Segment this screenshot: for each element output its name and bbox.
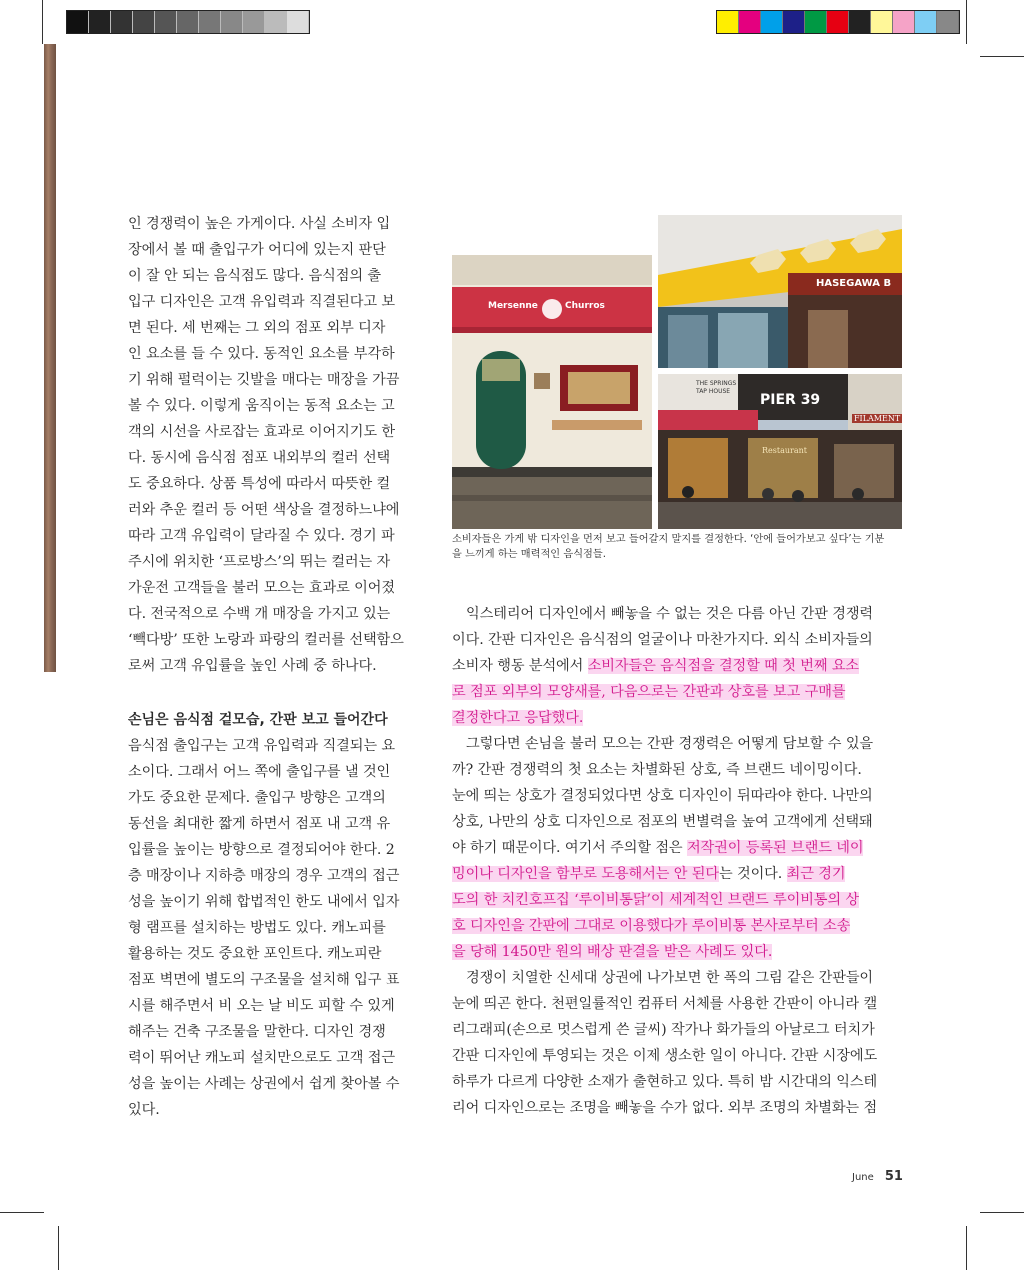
body-line: 형 램프를 설치하는 방법도 있다. 캐노피를 [128,920,386,936]
highlighted-text: 호 디자인을 간판에 그대로 이용했다가 루이비통 본사로부터 소송 [452,918,851,934]
body-line: 이다. 간판 디자인은 음식점의 얼굴이나 마찬가지다. 외식 소비자들의 [452,632,873,648]
body-line: 눈에 띄곤 한다. 천편일률적인 컴퓨터 서체를 사용한 간판이 아니라 캘 [452,996,878,1012]
body-line: 가운전 고객들을 불러 모으는 효과로 이어졌 [128,580,395,596]
body-line: 있다. [128,1102,160,1118]
body-line: 장에서 볼 때 출입구가 어디에 있는지 판단 [128,242,386,258]
sign-word: Churros [565,301,605,311]
body-line: 면 된다. 세 번째는 그 외의 점포 외부 디자 [128,320,386,336]
body-line: 해주는 건축 구조물을 말한다. 디자인 경쟁 [128,1024,386,1040]
crop-mark [0,1212,44,1213]
filament-sign: FILAMENT [854,414,901,423]
body-line: 상호, 나만의 상호 디자인으로 점포의 변별력을 높여 고객에게 선택돼 [452,814,873,830]
body-line: 가도 중요한 문제다. 출입구 방향은 고객의 [128,790,386,806]
body-line [452,601,902,627]
body-line: 따라 고객 유입력이 달라질 수 있다. 경기 파 [128,528,395,544]
hasegawa-sign: HASEGAWA B [816,278,892,289]
photo-caption [452,532,884,562]
body-line: 이 잘 안 되는 음식점도 많다. 음식점의 출 [128,268,381,284]
text-run: 익스테리어 디자인에서 빼놓을 수 없는 것은 다름 아닌 간판 경쟁력 [466,606,874,622]
folio-month: June [852,1172,874,1183]
body-line [452,705,902,731]
crop-mark [966,0,967,44]
body-line: 간판 디자인에 투영되는 것은 이제 생소한 일이 아니다. 간판 시장에도 [452,1048,878,1064]
body-line [452,965,902,991]
body-line: 하루가 다르게 다양한 소재가 출현하고 있다. 특히 밤 시간대의 익스테 [452,1074,878,1090]
grayscale-calibration-bar [66,10,310,34]
body-line: 음식점 출입구는 고객 유입력과 직결되는 요 [128,738,395,754]
restaurant-sign: Restaurant [762,446,807,455]
body-line [452,939,902,965]
body-line: 주시에 위치한 ‘프로방스’의 뛰는 컬러는 자 [128,554,391,570]
pier39-sign: PIER 39 [760,392,821,408]
highlighted-text: 소비자들은 음식점을 결정할 때 첫 번째 요소 [587,658,860,674]
body-line: 시를 해주면서 비 오는 날 비도 피할 수 있게 [128,998,395,1014]
body-line: 점포 벽면에 별도의 구조물을 설치해 입구 표 [128,972,400,988]
text-run: 는 것이다. [718,866,787,882]
churros-sign [488,301,618,311]
body-line: 기 위해 펄럭이는 깃발을 매다는 매장을 가끔 [128,372,400,388]
body-line [452,887,902,913]
body-line: 소이다. 그래서 어느 쪽에 출입구를 낼 것인 [128,764,391,780]
body-line: 다. 동시에 음식점 점포 내외부의 컬러 선택 [128,450,391,466]
crop-mark [980,56,1024,57]
sign-word: THE SPRINGS [696,380,737,387]
hasegawa-building-photo [658,215,902,368]
caption-line: 을 느끼게 하는 매력적인 음식점들. [452,549,606,560]
body-line: 리그래피(손으로 멋스럽게 쓴 글씨) 작가나 화가들의 아날로그 터치가 [452,1022,875,1038]
body-line: 성을 높이는 사례는 상권에서 쉽게 찾아볼 수 [128,1076,400,1092]
body-line: 눈에 띄는 상호가 결정되었다면 상호 디자인이 뒤따라야 한다. 나만의 [452,788,873,804]
body-line: 인 요소를 들 수 있다. 동적인 요소를 부각하 [128,346,395,362]
page-number: 51 [884,1169,903,1184]
body-line: 까? 간판 경쟁력의 첫 요소는 차별화된 상호, 즉 브랜드 네이밍이다. [452,762,862,778]
body-line: 성을 높이기 위해 합법적인 한도 내에서 입자 [128,894,400,910]
body-line: 다. 전국적으로 수백 개 매장을 가지고 있는 [128,606,391,622]
crop-mark [966,1226,967,1270]
body-line [452,861,902,887]
body-line: 활용하는 것도 중요한 포인트다. 캐노피란 [128,946,382,962]
body-line [452,913,902,939]
body-line: 인 경쟁력이 높은 가게이다. 사실 소비자 입 [128,216,391,232]
body-line: 동선을 최대한 짧게 하면서 점포 내 고객 유 [128,816,391,832]
crop-mark [42,0,43,44]
taphouse-sign [696,380,736,396]
text-run: 소비자 행동 분석에서 [452,658,588,674]
body-line: 도 중요하다. 상품 특성에 따라서 따뜻한 컬 [128,476,391,492]
wood-edge-decoration [44,44,56,672]
highlighted-text: 저작권이 등록된 브랜드 네이 [686,840,864,856]
crop-mark [980,1212,1024,1213]
body-line: 객의 시선을 사로잡는 효과로 이어지기도 한 [128,424,395,440]
left-column-bottom [128,733,413,1123]
text-run: 경쟁이 치열한 신세대 상권에 나가보면 한 폭의 그림 같은 간판들이 [466,970,874,986]
crop-mark [58,1226,59,1270]
body-line: 입률을 높이는 방향으로 결정되어야 한다. 2 [128,842,395,858]
color-calibration-bar [716,10,960,34]
body-line: 볼 수 있다. 이렇게 움직이는 동적 요소는 고 [128,398,395,414]
body-line: 입구 디자인은 고객 유입력과 직결된다고 보 [128,294,395,310]
caption-line: 소비자들은 가게 밖 디자인을 먼저 보고 들어갈지 말지를 결정한다. ‘안에 들어가보고 싶다’는 기분 [452,534,885,545]
highlighted-text: 최근 경기 [786,866,846,882]
left-column [128,211,413,679]
pier39-street-photo [658,374,902,529]
body-line [452,731,902,757]
highlighted-text: 을 당해 1450만 원의 배상 판결을 받은 사례도 있다. [452,944,773,960]
highlighted-text: 도의 한 치킨호프집 ‘루이비통닭’이 세계적인 브랜드 루이비통의 상 [452,892,860,908]
body-line [452,653,902,679]
section-heading: 손님은 음식점 겉모습, 간판 보고 들어간다 [128,712,388,728]
text-run: 야 하기 때문이다. 여기서 주의할 점은 [452,840,687,856]
body-line: 층 매장이나 지하층 매장의 경우 고객의 접근 [128,868,400,884]
sign-word: TAP HOUSE [696,388,731,395]
sign-word: Mersenne [488,301,538,311]
body-line [452,835,902,861]
body-line: 로써 고객 유입률을 높인 사례 중 하나다. [128,658,377,674]
body-line: ‘빽다방’ 또한 노랑과 파랑의 컬러를 선택함으 [128,632,404,648]
body-line: 리어 디자인으로는 조명을 빼놓을 수가 없다. 외부 조명의 차별화는 점 [452,1100,878,1116]
text-run: 그렇다면 손님을 불러 모으는 간판 경쟁력은 어떻게 담보할 수 있을 [466,736,874,752]
highlighted-text: 로 점포 외부의 모양새를, 다음으로는 간판과 상호를 보고 구매를 [452,684,846,700]
churros-storefront-photo [452,255,652,529]
page-folio [852,1165,903,1184]
body-line: 러와 추운 컬러 등 어떤 색상을 결정하느냐에 [128,502,400,518]
highlighted-text: 밍이나 디자인을 함부로 도용해서는 안 된다 [452,866,719,882]
body-line: 력이 뛰어난 캐노피 설치만으로도 고객 접근 [128,1050,395,1066]
highlighted-text: 결정한다고 응답했다. [452,710,584,726]
body-line [452,679,902,705]
right-column [452,601,902,1121]
